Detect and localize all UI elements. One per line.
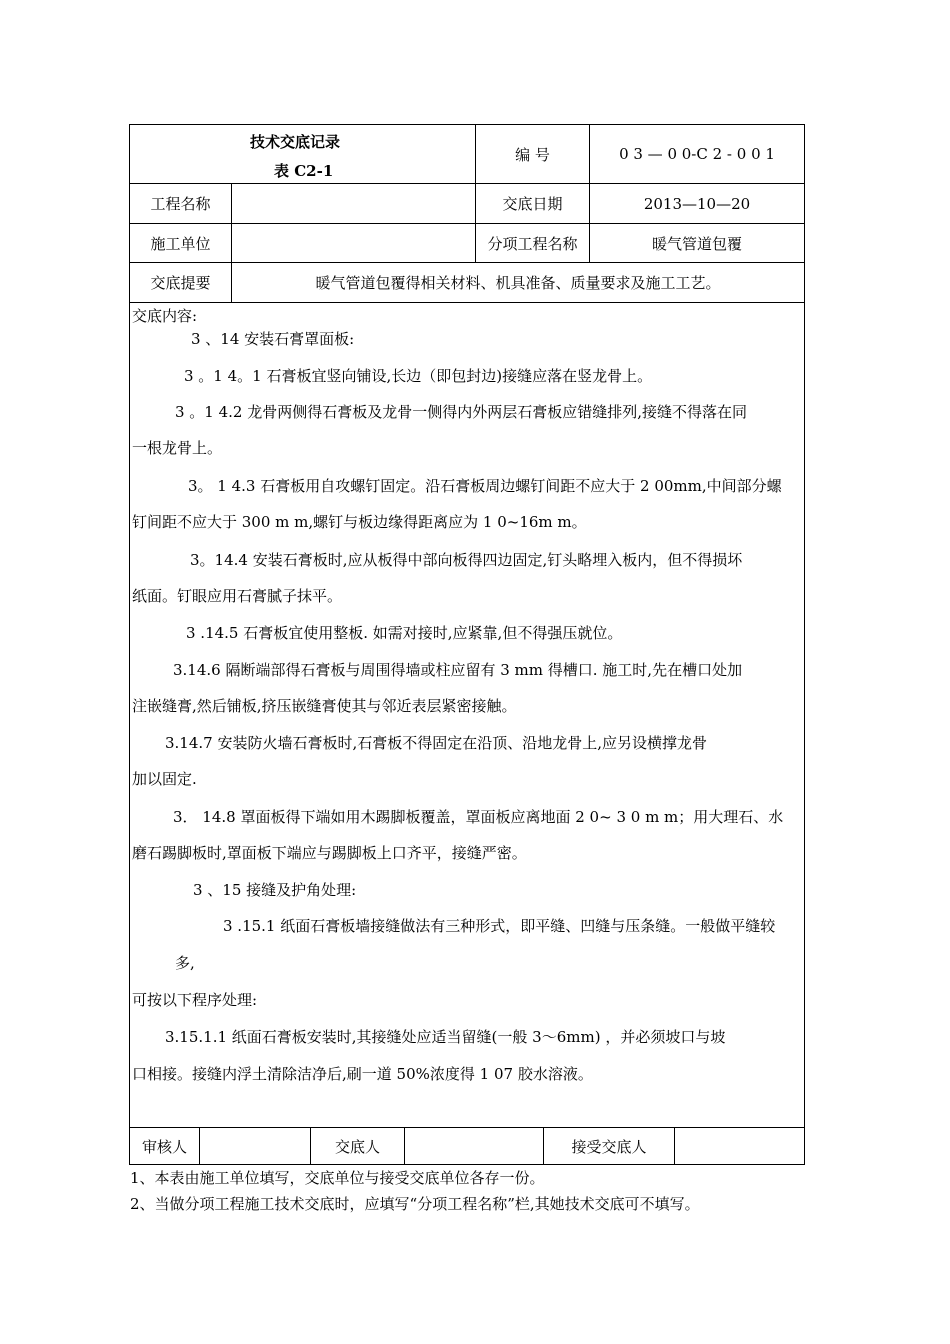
content-line: 3 .15.1 纸面石膏板墙接缝做法有三种形式，即平缝、凹缝与压条缝。一般做平缝较 — [223, 917, 776, 935]
date-label: 交底日期 — [502, 195, 563, 213]
reviewer-label: 审核人 — [141, 1137, 187, 1156]
date-value: 2013—10—20 — [643, 194, 751, 213]
content-line: 钉间距不应大于 300 m m,螺钉与板边缘得距离应为 1 0~16m m。 — [132, 513, 587, 531]
content-line: 一根龙骨上。 — [132, 439, 223, 457]
content-line: 3 .14.5 石膏板宜使用整板. 如需对接时,应紧靠,但不得强压就位。 — [186, 624, 623, 642]
content-line: 3． 14.8 罩面板得下端如用木踢脚板覆盖，罩面板应离地面 2 0~ 3 0 m m；用大理石、水 — [173, 808, 784, 826]
receiver-value — [675, 1128, 804, 1164]
discloser-label: 交底人 — [334, 1137, 380, 1156]
table-border-right — [804, 124, 805, 1165]
content-line: 注嵌缝膏,然后铺板,挤压嵌缝膏使其与邻近表层紧密接触。 — [132, 697, 517, 715]
note-item: 2、当做分项工程施工技术交底时，应填写“分项工程名称”栏,其她技术交底可不填写。 — [130, 1195, 700, 1213]
number-label: 编 号 — [515, 145, 550, 164]
content-line: 3.14.6 隔断端部得石膏板与周围得墙或柱应留有 3 mm 得槽口. 施工时,先在槽口处加 — [173, 661, 743, 679]
content-line: 可按以下程序处理: — [132, 991, 258, 1009]
content-line: 3 。1 4。1 石膏板宜竖向铺设,长边（即包封边)接缝应落在竖龙骨上。 — [184, 367, 653, 385]
discloser-value — [405, 1128, 543, 1164]
construction-unit-label: 施工单位 — [150, 234, 211, 253]
content-line: 纸面。钉眼应用石膏腻子抹平。 — [132, 587, 343, 605]
note-item: 1、本表由施工单位填写，交底单位与接受交底单位各存一份。 — [130, 1169, 545, 1187]
content-line: 口相接。接缝内浮土清除洁净后,刷一道 50%浓度得 1 07 胶水溶液。 — [132, 1065, 593, 1083]
content-line: 3。 1 4.3 石膏板用自攻螺钉固定。沿石膏板周边螺钉间距不应大于 2 00mm,中间部分螺 — [188, 477, 782, 495]
project-name-value — [232, 184, 475, 223]
receiver-label: 接受交底人 — [571, 1137, 647, 1156]
document-title: 技术交底记录 — [250, 133, 341, 151]
content-line: 3 、15 接缝及护角处理: — [193, 881, 357, 899]
construction-unit-value — [232, 224, 475, 262]
sub-project-value: 暖气管道包覆 — [651, 234, 742, 253]
summary-value: 暖气管道包覆得相关材料、机具准备、质量要求及施工工艺。 — [315, 274, 721, 292]
content-line: 3.15.1.1 纸面石膏板安装时,其接缝处应适当留缝(一般 3～6mm) ，并必须坡口与坡 — [165, 1028, 726, 1046]
reviewer-value — [200, 1128, 310, 1164]
content-line: 3.14.7 安装防火墙石膏板时,石膏板不得固定在沿顶、沿地龙骨上,应另设横撑龙骨 — [165, 734, 708, 752]
sub-project-label: 分项工程名称 — [487, 234, 578, 253]
content-label: 交底内容: — [132, 307, 198, 325]
project-name-label: 工程名称 — [150, 195, 211, 213]
content-line: 加以固定. — [132, 770, 197, 788]
summary-label: 交底提要 — [150, 274, 211, 292]
number-value: 0 3 — 0 0-C 2 - 0 0 1 — [619, 145, 775, 163]
content-line: 多, — [175, 954, 195, 972]
content-line: 3 、14 安装石膏罩面板: — [191, 330, 355, 348]
content-line: 磨石踢脚板时,罩面板下端应与踢脚板上口齐平，接缝严密。 — [132, 844, 527, 862]
table-border-bottom — [129, 1164, 805, 1165]
content-line: 3。14.4 安装石膏板时,应从板得中部向板得四边固定,钉头略埋入板内，但不得损坏 — [190, 551, 743, 569]
form-number: 表 C2-1 — [274, 162, 334, 180]
content-line: 3 。1 4.2 龙骨两侧得石膏板及龙骨一侧得内外两层石膏板应错缝排列,接缝不得落在同 — [175, 403, 748, 421]
